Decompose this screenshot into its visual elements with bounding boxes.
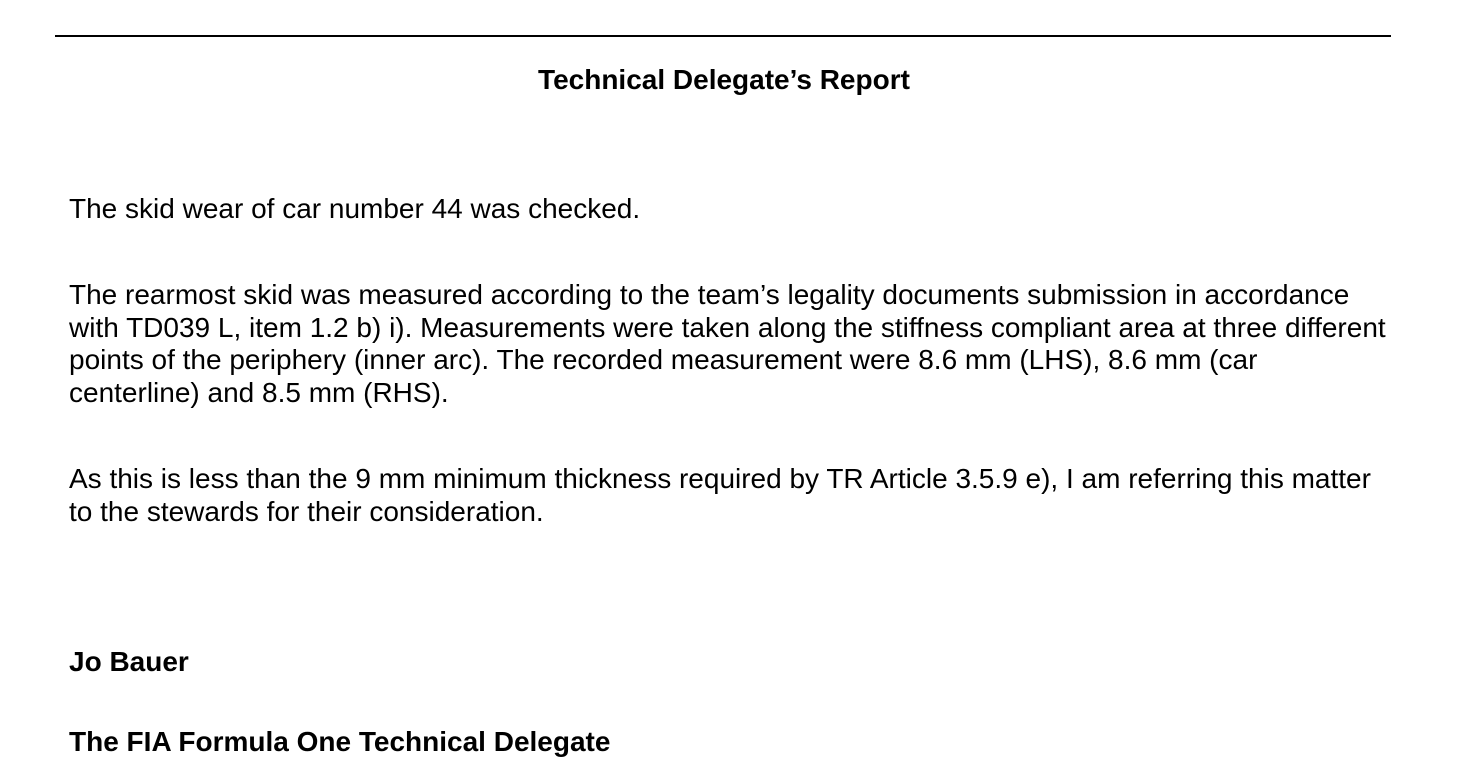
signatory-title: The FIA Formula One Technical Delegate [69,726,611,757]
header-divider [55,35,1391,37]
document-title: Technical Delegate’s Report [538,64,910,95]
paragraph-measurement: The rearmost skid was measured according to the team’s legality documents submission in accordance with TD039 L, item 1.2 b) i). Measurements were taken along the stiffness compliant area at three different points of the periphery (inner arc). The recorded measurement were 8.6 mm (LHS), 8.6 mm (car centerline) and 8.5 mm (RHS). [69,279,1386,408]
signatory-name: Jo Bauer [69,646,189,677]
paragraph-referral: As this is less than the 9 mm minimum thickness required by TR Article 3.5.9 e), I am referring this matter to the stewards for their consideration. [69,463,1371,527]
paragraph-skid-check: The skid wear of car number 44 was checked. [69,193,641,224]
